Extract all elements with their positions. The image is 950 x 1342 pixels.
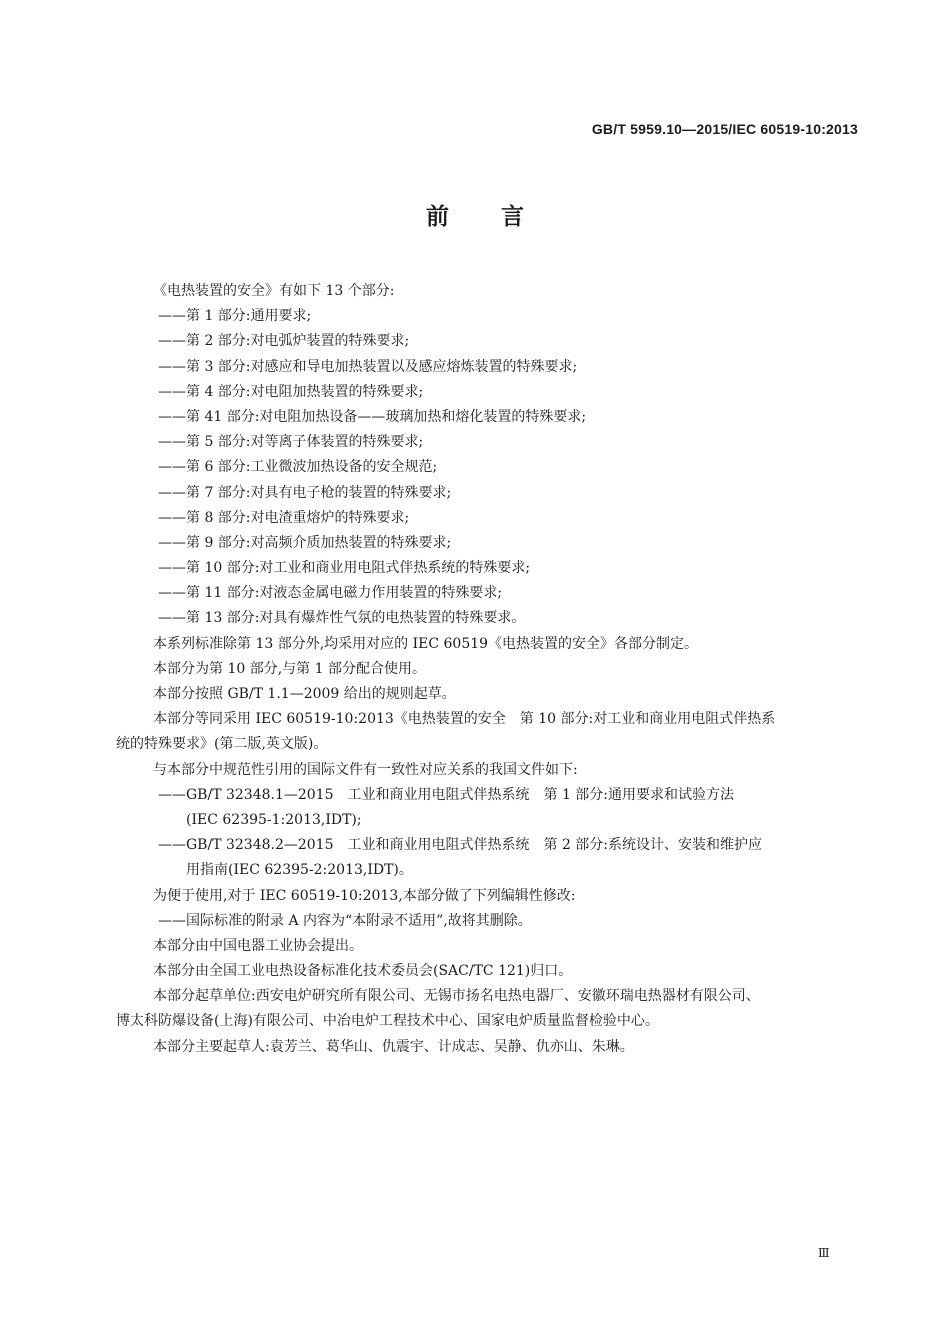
list-item: ——第 1 部分:通用要求;: [158, 308, 312, 325]
list-item: ——第 4 部分:对电阻加热装置的特殊要求;: [158, 383, 424, 400]
list-item: ——第 2 部分:对电弧炉装置的特殊要求;: [158, 333, 410, 350]
paragraph-line: 本部分按照 GB/T 1.1—2009 给出的规则起草。: [153, 686, 456, 702]
list-item: ——GB/T 32348.1—2015 工业和商业用电阻式伴热系统 第 1 部分:通用要求和试验方法: [158, 786, 735, 803]
list-item: ——第 10 部分:对工业和商业用电阻式伴热系统的特殊要求;: [158, 560, 531, 577]
paragraph-line: 与本部分中规范性引用的国际文件有一致性对应关系的我国文件如下:: [153, 761, 578, 778]
list-item: ——第 41 部分:对电阻加热设备——玻璃加热和熔化装置的特殊要求;: [158, 408, 587, 425]
list-item: ——第 9 部分:对高频介质加热装置的特殊要求;: [158, 534, 452, 551]
paragraph-line: 本部分起草单位:西安电炉研究所有限公司、无锡市扬名电热电器厂、安徽环瑞电热器材有限公司、: [153, 988, 760, 1005]
paragraph-line: 博太科防爆设备(上海)有限公司、中冶电炉工程技术中心、国家电炉质量监督检验中心。: [116, 1013, 659, 1030]
paragraph-line: 本部分等同采用 IEC 60519-10:2013《电热装置的安全 第 10 部分:对工业和商业用电阻式伴热系: [153, 711, 776, 728]
list-item: ——第 6 部分:工业微波加热设备的安全规范;: [158, 459, 438, 476]
paragraph-line: (IEC 62395-1:2013,IDT);: [186, 811, 362, 828]
list-item: ——第 5 部分:对等离子体装置的特殊要求;: [158, 434, 424, 451]
page-title: 前言: [426, 204, 576, 230]
paragraph-line: 为便于使用,对于 IEC 60519-10:2013,本部分做了下列编辑性修改:: [153, 887, 576, 904]
list-item: ——第 11 部分:对液态金属电磁力作用装置的特殊要求;: [158, 585, 503, 602]
standard-code: GB/T 5959.10—2015/IEC 60519-10:2013: [591, 121, 858, 137]
list-item: ——第 3 部分:对感应和导电加热装置以及感应熔炼装置的特殊要求;: [158, 358, 578, 375]
list-item: ——第 7 部分:对具有电子枪的装置的特殊要求;: [158, 484, 452, 501]
paragraph-line: 统的特殊要求》(第二版,英文版)。: [116, 736, 328, 753]
list-item: ——第 13 部分:对具有爆炸性气氛的电热装置的特殊要求。: [158, 610, 526, 627]
paragraph-line: 用指南(IEC 62395-2:2013,IDT)。: [186, 862, 413, 879]
paragraph-line: 本部分由全国工业电热设备标准化技术委员会(SAC/TC 121)归口。: [153, 963, 573, 980]
preface-body: [116, 279, 856, 1060]
paragraph-line: 本部分主要起草人:袁芳兰、葛华山、仇震宇、计成志、吴静、仇亦山、朱琳。: [153, 1038, 634, 1055]
paragraph-line: 本部分为第 10 部分,与第 1 部分配合使用。: [153, 660, 426, 677]
paragraph-line: 本部分由中国电器工业协会提出。: [153, 937, 363, 954]
list-item: ——GB/T 32348.2—2015 工业和商业用电阻式伴热系统 第 2 部分:系统设计、安装和维护应: [158, 837, 763, 854]
list-item: ——第 8 部分:对电渣重熔炉的特殊要求;: [158, 509, 410, 526]
paragraph-line: 本系列标准除第 13 部分外,均采用对应的 IEC 60519《电热装置的安全》各部分制定。: [153, 635, 699, 652]
page-number: Ⅲ: [818, 1246, 830, 1260]
list-item: ——国际标准的附录 A 内容为“本附录不适用”,故将其删除。: [158, 912, 532, 929]
paragraph-line: 《电热装置的安全》有如下 13 个部分:: [153, 283, 395, 299]
